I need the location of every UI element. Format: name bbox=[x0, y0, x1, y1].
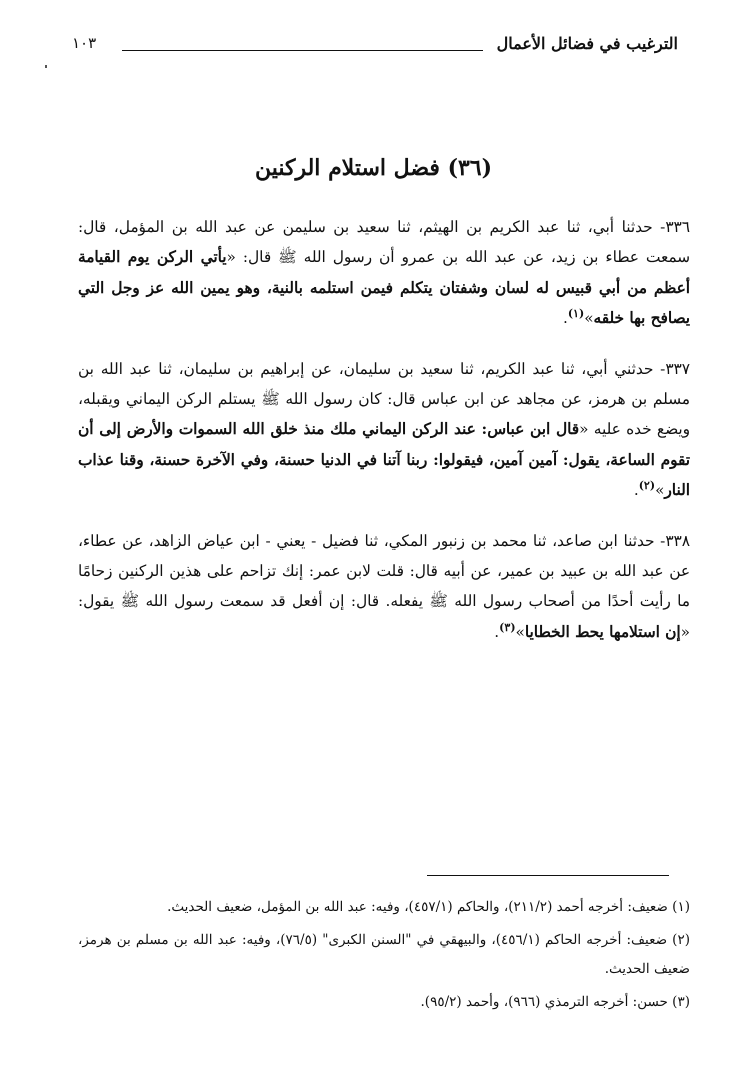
hadith-close-quote: » bbox=[584, 309, 594, 328]
hadith-end: . bbox=[633, 481, 639, 500]
header-rule bbox=[122, 50, 483, 51]
hadith-close-quote: » bbox=[655, 481, 665, 500]
footnote-separator bbox=[427, 875, 669, 876]
hadith-end: . bbox=[562, 309, 568, 328]
footnote-1: (١) ضعيف: أخرجه أحمد (٢١١/٢)، والحاكم (٤٥٧/١)، وفيه: عبد الله بن المؤمل، ضعيف الحديث. bbox=[167, 899, 690, 915]
hadith-337 bbox=[78, 354, 690, 506]
running-header bbox=[72, 30, 678, 60]
footnote-ref[interactable]: (٣) bbox=[499, 620, 516, 634]
hadith-338 bbox=[78, 526, 690, 648]
hadith-isnad: ٣٣٨- حدثنا ابن صاعد، ثنا محمد بن زنبور المكي، ثنا فضيل - يعني - ابن عياض الزاهد، عن عطاء، عن عبد الله بن عبيد بن عمير، عن أبيه قال: قلت لابن عمر: إنك تزاحم على هذين الركنين زحامًا ما رأيت أحدًا من أصحاب رسول الله ﷺ يفعله. قال: إن أفعل قد سمعت رسول الله ﷺ يقول: « bbox=[78, 531, 690, 641]
chapter-title: (٣٦) فضل استلام الركنين bbox=[254, 155, 493, 181]
footnote-ref[interactable]: (١) bbox=[567, 307, 585, 321]
hadith-close-quote: » bbox=[515, 622, 525, 641]
page-number: ١٠٣ bbox=[72, 34, 97, 52]
footnotes bbox=[78, 893, 690, 1021]
hadith-matn: يأتي الركن يوم القيامة أعظم من أبي قبيس له لسان وشفتان يتكلم فيمن استلمه بالنية، وهو يمين الله عز وجل التي يصافح بها خلقه bbox=[78, 248, 690, 328]
footnote-3: (٣) حسن: أخرجه الترمذي (٩٦٦)، وأحمد (٩٥/٢). bbox=[420, 994, 690, 1010]
running-header-title: الترغيب في فضائل الأعمال bbox=[496, 34, 678, 53]
hadith-end: . bbox=[494, 622, 500, 641]
footnote-ref[interactable]: (٢) bbox=[638, 479, 656, 493]
hadith-336 bbox=[78, 212, 690, 334]
hadith-matn: إن استلامها يحط الخطايا bbox=[524, 622, 681, 641]
hadith-matn: قال ابن عباس: عند الركن اليماني ملك منذ خلق الله السموات والأرض إلى أن تقوم الساعة، يقول: آمين آمين، فيقولوا: ربنا آتنا في الدنيا حسنة، وفي الآخرة حسنة، وقنا عذاب النار bbox=[78, 420, 690, 500]
scan-mark bbox=[45, 65, 47, 68]
footnote-2: (٢) ضعيف: أخرجه الحاكم (٤٥٦/١)، والبيهقي في "السنن الكبرى" (٧٦/٥)، وفيه: عبد الله بن مسلم بن هرمز، ضعيف الحديث. bbox=[78, 932, 690, 977]
hadith-isnad: ٣٣٧- حدثني أبي، ثنا عبد الكريم، ثنا سعيد بن سليمان، عن إبراهيم بن سليمان، ثنا عبد الله بن مسلم بن هرمز، عن مجاهد عن ابن عباس قال: كان رسول الله ﷺ يستلم الركن اليماني ويقبله، ويضع خده عليه « bbox=[78, 359, 690, 439]
hadith-list bbox=[78, 212, 690, 667]
hadith-isnad: ٣٣٦- حدثنا أبي، ثنا عبد الكريم بن الهيثم، ثنا سعيد بن سليمن عن عبد الله بن المؤمل، قال: سمعت عطاء بن زيد، عن عبد الله بن عمرو أن رسول الله ﷺ قال: « bbox=[78, 218, 690, 267]
